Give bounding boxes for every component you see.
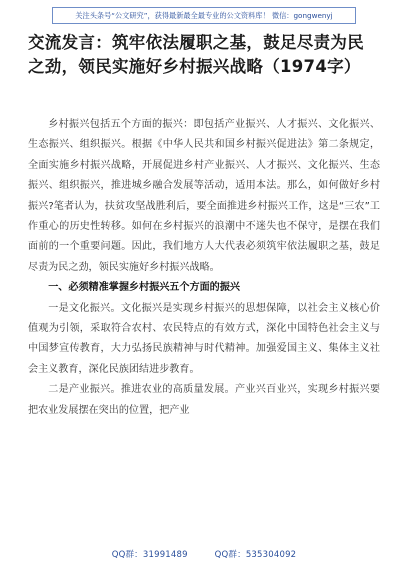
document-title: 交流发言：筑牢依法履职之基，鼓足尽责为民之劲，领民实施好乡村振兴战略（1974字） [28, 33, 364, 76]
header-notice-box [52, 7, 356, 24]
header-notice-text: 关注头条号“公文研究”，获得最新最全最专业的公文资料库！ 微信：gongwenyj [75, 11, 333, 20]
intro-paragraph: 乡村振兴包括五个方面的振兴：即包括产业振兴、人才振兴、文化振兴、生态振兴、组织振兴。根据《中华人民共和国乡村振兴促进法》第二条规定，全面实施乡村振兴战略，开展促进乡村产业振兴、人才振兴、文化振兴、生态振兴、组织振兴，推进城乡融合发展等活动，适用本法。那么，如何做好乡村振兴?笔者认为，扶贫攻坚战胜利后，要全面推进乡村振兴工作，这是“三农”工作重心的历史性转移。如何在乡村振兴的浪潮中不迷失也不保守，是摆在我们面前的一个重要问题。因此，我们地方人大代表必须筑牢依法履职之基，鼓足尽责为民之劲，领民实施好乡村振兴战略。 [28, 119, 380, 273]
footer-qq-group-1: QQ群：31991489 [111, 550, 188, 560]
footer-contacts [0, 548, 408, 560]
section1-paragraph-1: 一是文化振兴。文化振兴是实现乡村振兴的思想保障，以社会主义核心价值观为引领，采取符合农村、农民特点的有效方式，深化中国特色社会主义与中国梦宣传教育，大力弘扬民族精神与时代精神。加强爱国主义、集体主义社会主义教育，深化民族团结进步教育。 [28, 302, 380, 375]
document-body [28, 115, 380, 421]
section1-paragraph-2: 二是产业振兴。推进农业的高质量发展。产业兴百业兴，实现乡村振兴要把农业发展摆在突出的位置，把产业 [28, 384, 380, 416]
section-heading-1: 一、必须精准掌握乡村振兴五个方面的振兴 [48, 282, 240, 294]
footer-qq-group-2: QQ群：535304092 [214, 550, 297, 560]
